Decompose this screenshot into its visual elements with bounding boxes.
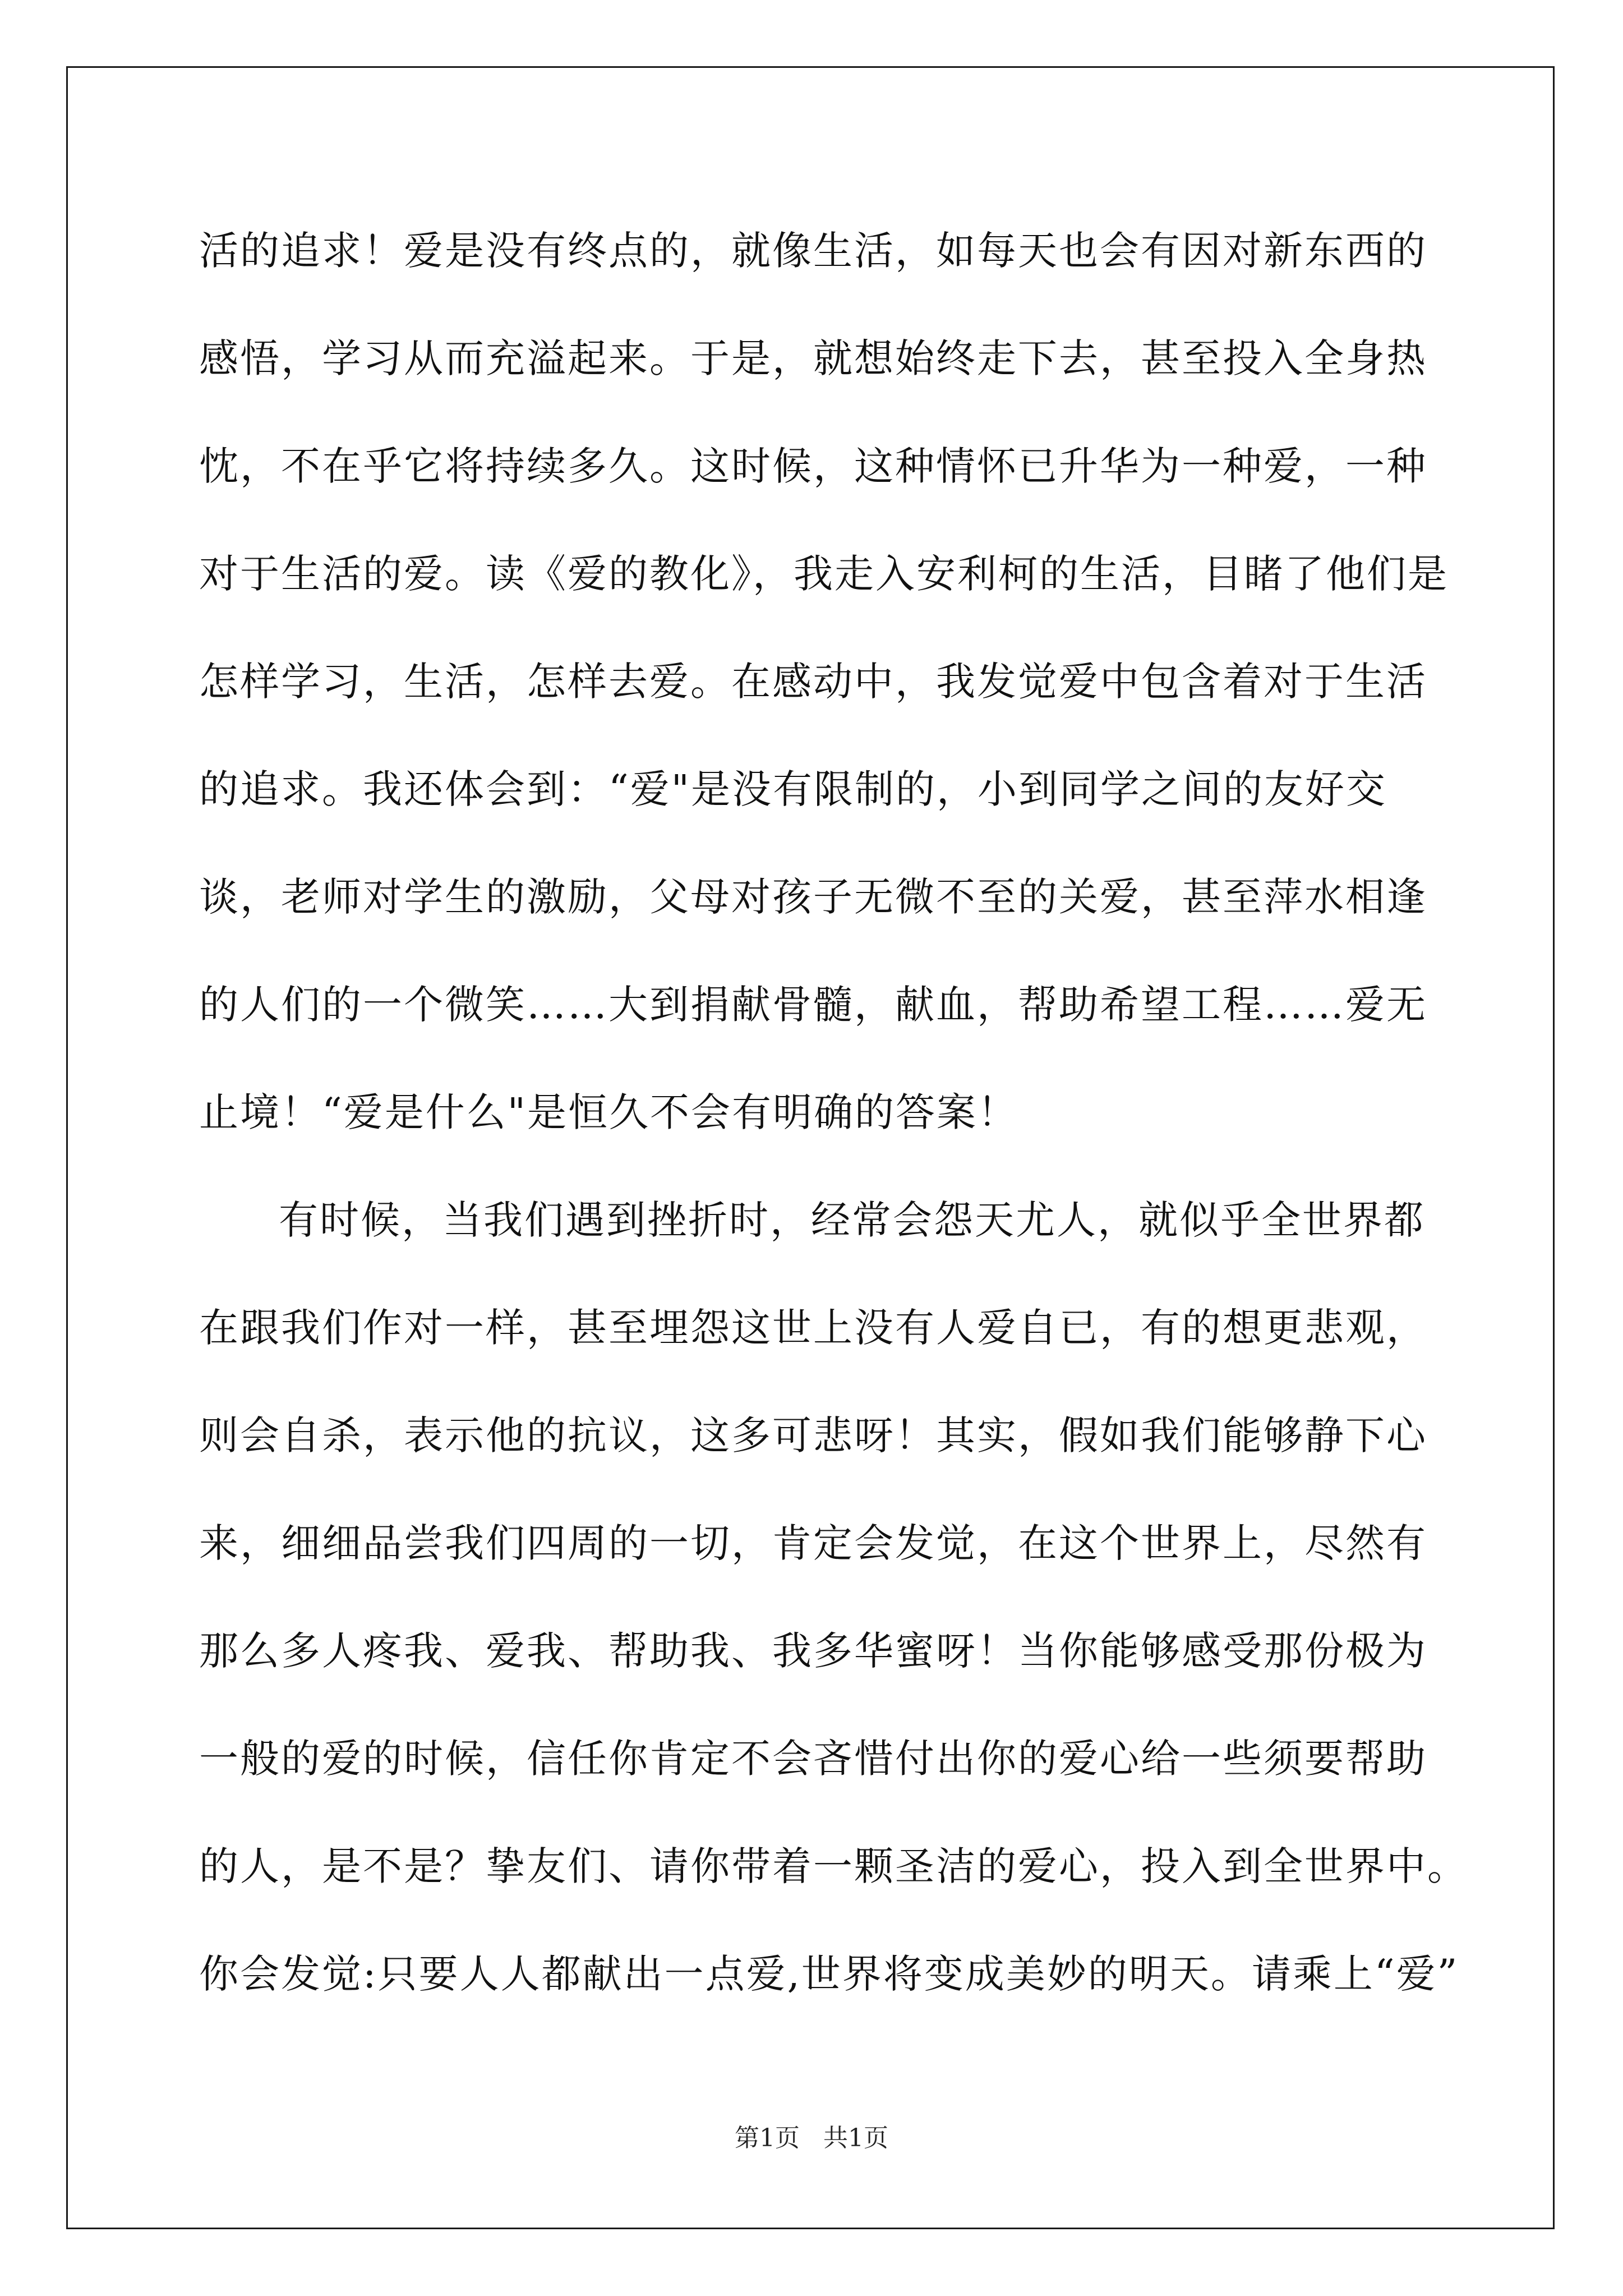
text-line-9: 止境！“爱是什么"是恒久不会有明确的答案！ <box>199 1089 1018 1135</box>
text-line-8: 的人们的一个微笑……大到捐献骨髓，献血，帮助希望工程……爱无 <box>199 982 1427 1028</box>
text-line-12: 则会自杀，表示他的抗议，这多可悲呀！其实，假如我们能够静下心 <box>199 1412 1427 1458</box>
text-line-4: 对于生活的爱。读《爱的教化》，我走入安利柯的生活，目睹了他们是 <box>199 551 1449 597</box>
text-line-3: 忱，不在乎它将持续多久。这时候，这种情怀已升华为一种爱，一种 <box>199 443 1427 489</box>
text-line-13: 来，细细品尝我们四周的一切，肯定会发觉，在这个世界上，尽然有 <box>199 1520 1427 1566</box>
page-footer: 第1页 共1页 <box>735 2124 888 2152</box>
text-line-14: 那么多人疼我、爱我、帮助我、我多华蜜呀！当你能够感受那份极为 <box>199 1628 1427 1674</box>
text-line-11: 在跟我们作对一样，甚至埋怨这世上没有人爱自已，有的想更悲观， <box>199 1305 1427 1351</box>
text-line-7: 谈，老师对学生的激励，父母对孩子无微不至的关爱，甚至萍水相逢 <box>199 874 1427 920</box>
text-line-1: 活的追求！爱是没有终点的，就像生活，如每天也会有因对新东西的 <box>199 228 1427 274</box>
text-line-15: 一般的爱的时候，信任你肯定不会吝惜付出你的爱心给一些须要帮助 <box>199 1736 1427 1782</box>
text-line-17: 你会发觉:只要人人都献出一点爱,世界将变成美妙的明天。请乘上“爱” <box>199 1951 1459 1997</box>
text-line-6: 的追求。我还体会到：“爱"是没有限制的，小到同学之间的友好交 <box>199 766 1387 812</box>
text-line-10: 有时候，当我们遇到挫折时，经常会怨天尤人，就似乎全世界都 <box>279 1197 1425 1243</box>
text-line-5: 怎样学习，生活，怎样去爱。在感动中，我发觉爱中包含着对于生活 <box>199 659 1427 705</box>
text-line-2: 感悟，学习从而充溢起来。于是，就想始终走下去，甚至投入全身热 <box>199 335 1427 381</box>
page-border <box>66 66 1555 2229</box>
text-line-16: 的人，是不是？挚友们、请你带着一颗圣洁的爱心，投入到全世界中。 <box>199 1843 1468 1889</box>
